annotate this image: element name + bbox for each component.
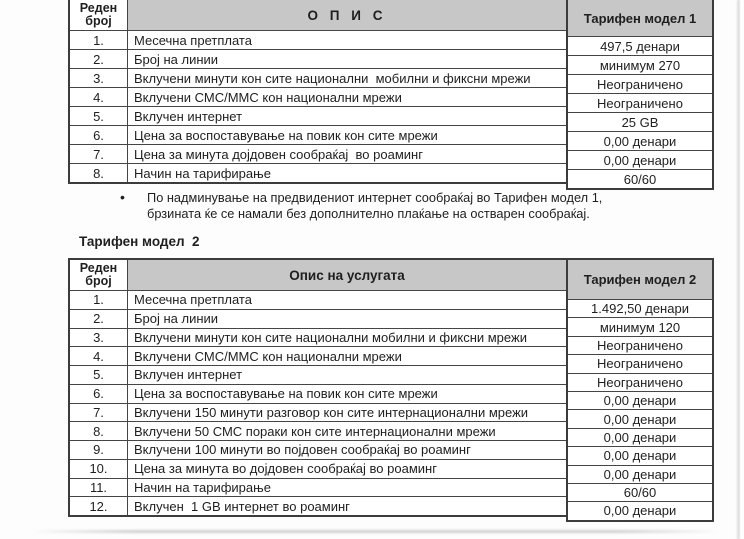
row-description: Месечна претплата	[134, 292, 252, 308]
row-description: Начин на тарифирање	[134, 479, 271, 495]
table-row	[70, 87, 566, 106]
table-row	[70, 144, 566, 163]
row-value: 0,00 денари	[568, 150, 712, 169]
row-value: 0,00 денари	[568, 446, 712, 464]
row-description: Вклучен интернет	[134, 108, 243, 124]
row-description: Месечна претплата	[134, 32, 252, 48]
footnote	[120, 190, 700, 221]
header-num-line2: број	[85, 274, 112, 288]
table-row	[70, 478, 566, 497]
table1-header-value: Тарифен модел 1	[568, 0, 712, 36]
row-description: Вклучени минути кон сите национални мобилни и фиксни мрежи	[134, 329, 527, 345]
table-row	[70, 290, 566, 309]
row-number: 2.	[70, 50, 128, 68]
table-row	[70, 328, 566, 347]
row-value: 0,00 денари	[568, 391, 712, 409]
row-value: 0,00 денари	[568, 501, 712, 519]
table-row	[70, 346, 566, 365]
row-number: 4.	[70, 347, 128, 365]
row-number: 3.	[70, 69, 128, 87]
section-heading-tariff-model-2: Тарифен модел 2	[79, 234, 200, 249]
row-number: 8.	[70, 422, 128, 440]
table-row	[70, 125, 566, 144]
row-number: 6.	[70, 126, 128, 144]
row-number: 4.	[70, 88, 128, 106]
footnote-line2: брзината ќе се намали без дополнително плаќање на остварен сообраќај.	[147, 205, 590, 221]
footnote-line1: По надминување на предвидениот интернет сообраќај во Тарифен модел 1,	[147, 190, 603, 205]
table2-left-section	[68, 258, 566, 517]
table1-value-column	[566, 0, 714, 190]
row-number: 7.	[70, 145, 128, 163]
table2-header-value: Тарифен модел 2	[568, 260, 712, 299]
table-row	[70, 440, 566, 459]
header-num-line1: Реден	[79, 260, 118, 275]
row-description: Вклучен 1 GB интернет во роаминг	[134, 498, 350, 514]
row-number: 9.	[70, 441, 128, 459]
row-description: Број на линии	[134, 311, 219, 327]
row-number: 12.	[70, 497, 128, 515]
row-value: 60/60	[568, 169, 712, 188]
table1-header-row	[70, 0, 566, 30]
table-row	[70, 421, 566, 440]
row-description: Вклучени 150 минути разговор кон сите интернационални мрежи	[134, 404, 529, 420]
row-description: Цена за воспоставување на повик кон сите мрежи	[134, 127, 438, 143]
row-value: Неограничено	[568, 336, 712, 354]
row-number: 5.	[70, 107, 128, 125]
row-number: 5.	[70, 366, 128, 384]
row-description: Цена за минута во дојдовен сообраќај во роаминг	[134, 461, 437, 477]
row-description: Вклучени 50 СМС пораки кон сите интернационални мрежи	[134, 423, 496, 439]
row-number: 8.	[70, 164, 128, 182]
row-description: Цена за воспоставување на повик кон сите мрежи	[134, 386, 438, 402]
tariff-model-2-table	[68, 258, 714, 522]
table-row	[70, 459, 566, 478]
table-row	[70, 163, 566, 182]
table-row	[70, 49, 566, 68]
row-value: 0,00 денари	[568, 465, 712, 483]
tariff-model-1-table	[68, 0, 714, 190]
table-row	[70, 384, 566, 403]
row-description: Цена за минута дојдовен сообраќај во роаминг	[134, 146, 423, 162]
footnote-text	[147, 190, 602, 221]
row-description: Вклучен интернет	[134, 367, 243, 383]
table2-value-column	[566, 258, 714, 522]
table-row	[70, 403, 566, 422]
table-row	[70, 30, 566, 49]
row-value: 0,00 денари	[568, 428, 712, 446]
table1-header-number	[70, 0, 128, 30]
header-num-line2: број	[85, 14, 112, 28]
row-value: Неограничено	[568, 74, 712, 93]
row-description: Број на линии	[134, 51, 219, 67]
row-number: 7.	[70, 404, 128, 422]
row-number: 6.	[70, 385, 128, 403]
row-value: 1.492,50 денари	[568, 299, 712, 317]
row-description: Начин на тарифирање	[134, 165, 271, 181]
row-description: Вклучени СМС/ММС кон национални мрежи	[134, 89, 402, 105]
scan-edge-right	[736, 0, 740, 539]
row-value: 497,5 денари	[568, 36, 712, 55]
row-number: 2.	[70, 310, 128, 328]
header-num-line1: Реден	[79, 0, 118, 15]
row-number: 1.	[70, 31, 128, 49]
row-description: Вклучени 100 минути во појдовен сообраќај во роаминг	[134, 442, 471, 458]
row-value: 0,00 денари	[568, 409, 712, 427]
table-row	[70, 496, 566, 515]
row-number: 11.	[70, 479, 128, 497]
row-value: 25 GB	[568, 112, 712, 131]
row-description: Вклучени минути кон сите национални мобилни и фиксни мрежи	[134, 70, 531, 86]
bullet-icon: •	[120, 189, 125, 205]
table1-header-description: О П И С	[128, 0, 566, 30]
table-row	[70, 309, 566, 328]
row-value: минимум 120	[568, 317, 712, 335]
row-value: 60/60	[568, 483, 712, 501]
table1-left-section	[68, 0, 566, 184]
table2-header-number	[70, 260, 128, 290]
table-row	[70, 68, 566, 87]
table2-header-row	[70, 260, 566, 290]
table-row	[70, 365, 566, 384]
row-description: Вклучени СМС/ММС кон национални мрежи	[134, 348, 402, 364]
table-row	[70, 106, 566, 125]
row-value: минимум 270	[568, 55, 712, 74]
row-number: 1.	[70, 291, 128, 309]
row-value: Неограничено	[568, 373, 712, 391]
row-number: 3.	[70, 329, 128, 347]
row-value: 0,00 денари	[568, 131, 712, 150]
row-number: 10.	[70, 460, 128, 478]
row-value: Неограничено	[568, 93, 712, 112]
table2-header-description: Опис на услугата	[128, 260, 566, 290]
scan-edge-bottom	[30, 530, 720, 533]
row-value: Неограничено	[568, 354, 712, 372]
